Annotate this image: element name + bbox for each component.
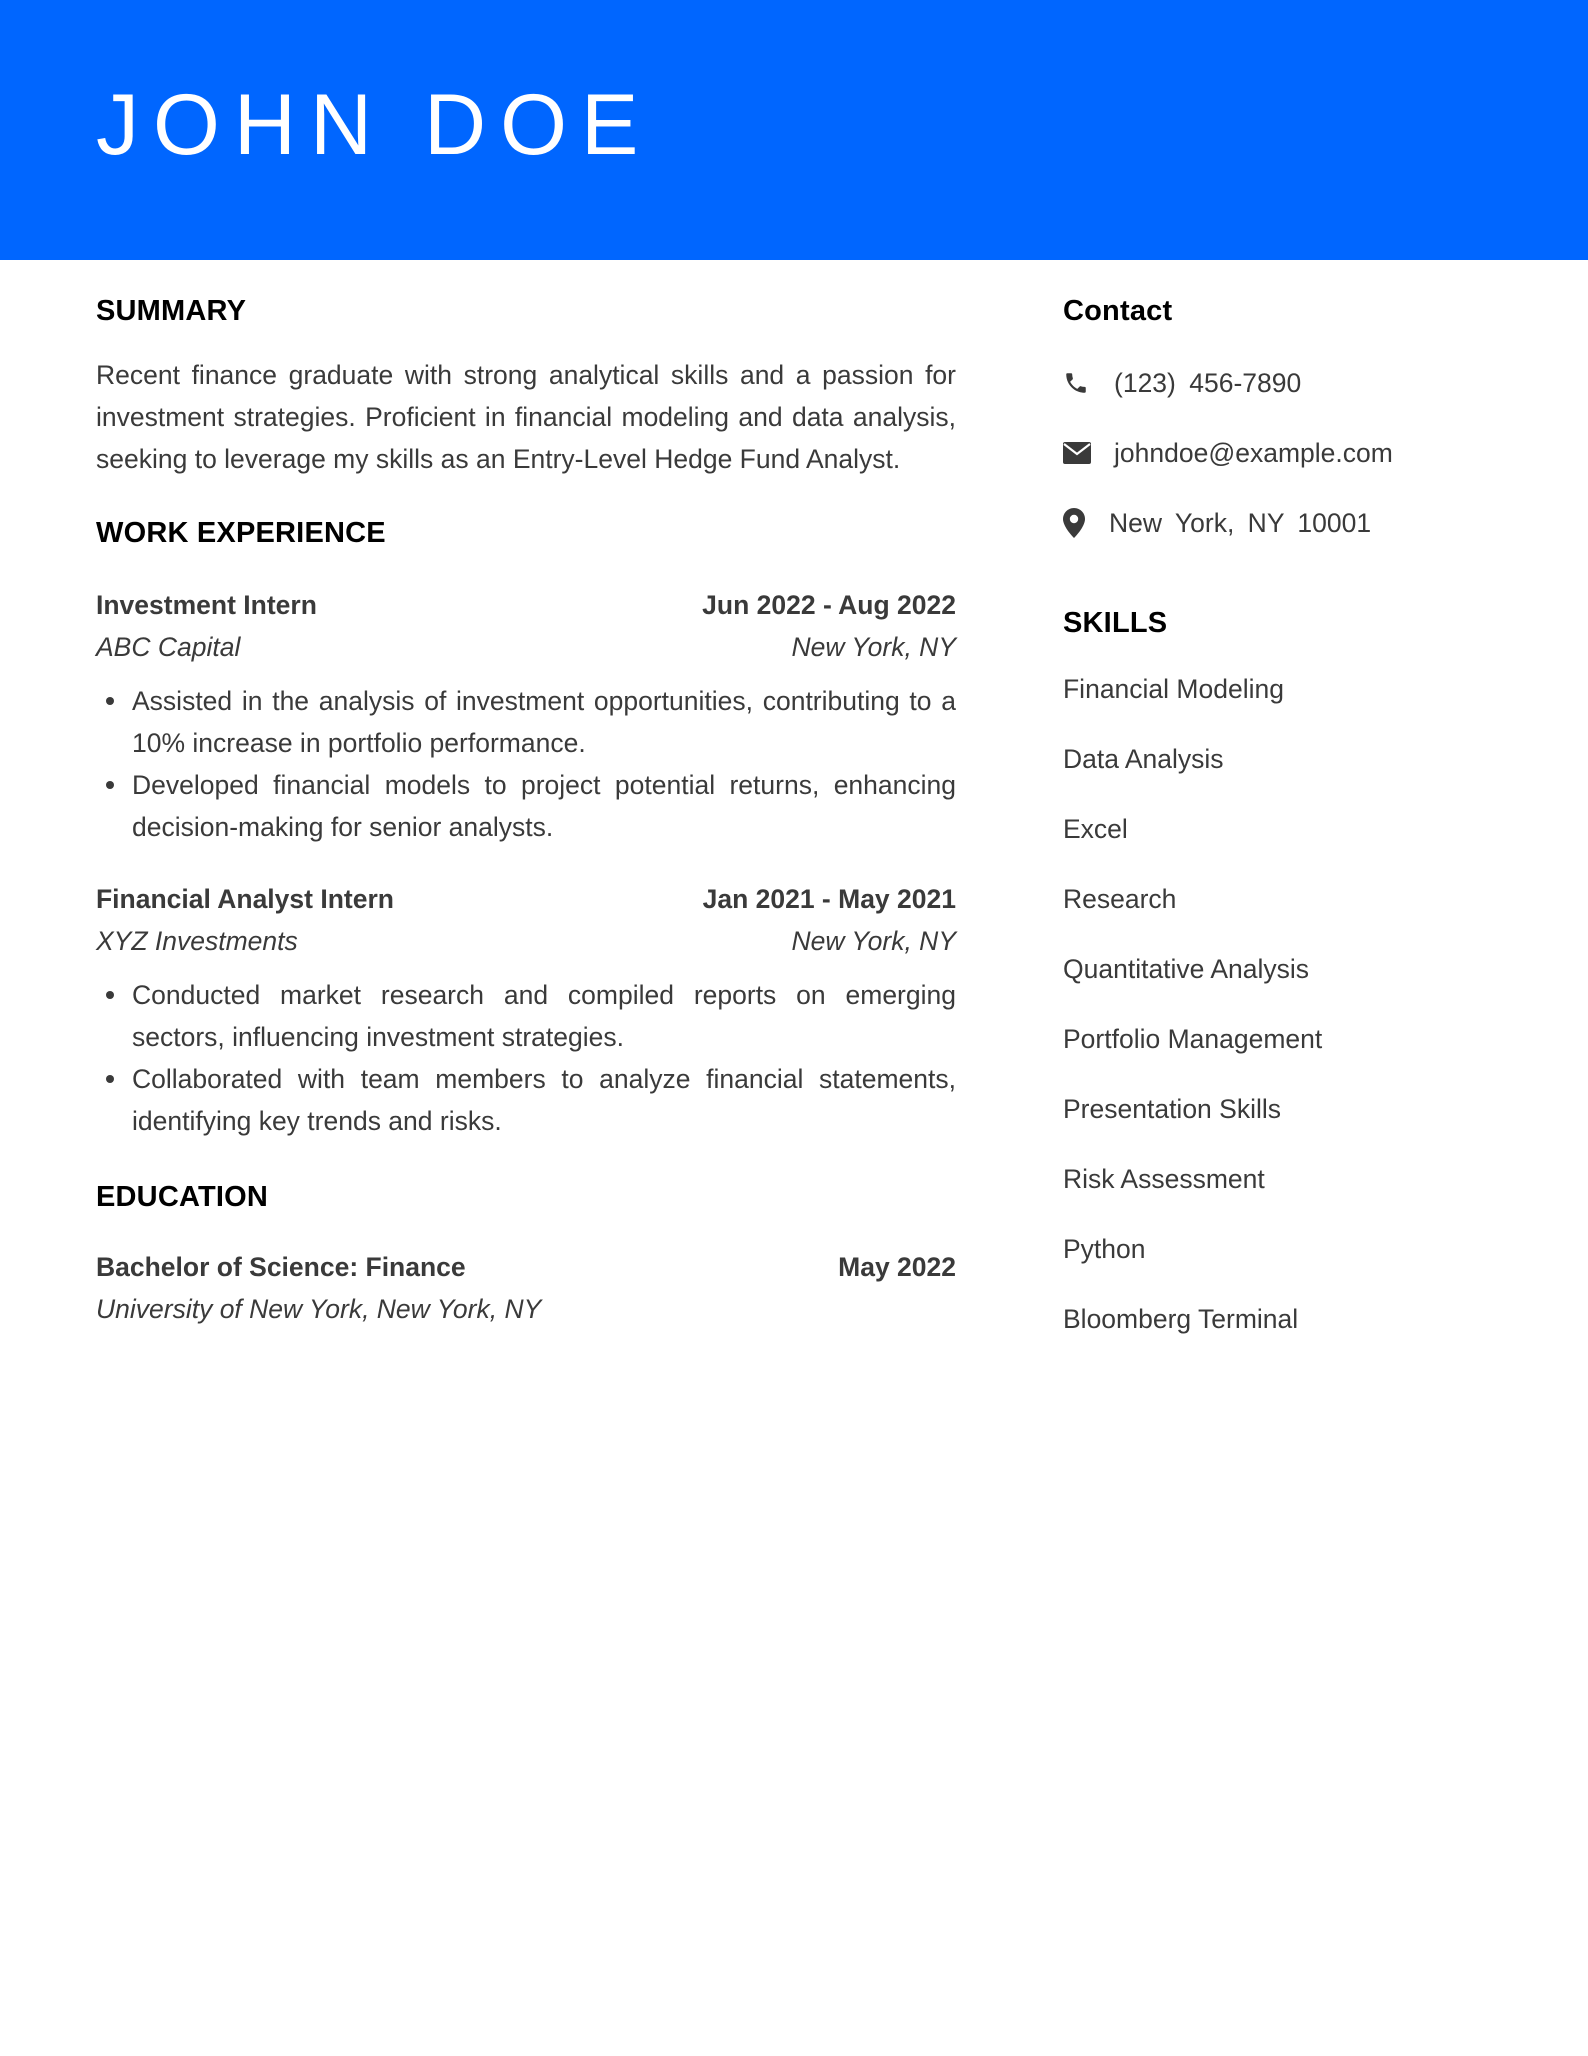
job-location: New York, NY — [791, 632, 956, 662]
skill-item: Data Analysis — [1063, 744, 1224, 774]
job-bullet-list — [96, 974, 956, 1142]
contact-location-text: New York, NY 10001 — [1109, 507, 1372, 538]
skill-item: Quantitative Analysis — [1063, 954, 1309, 984]
envelope-icon — [1063, 438, 1093, 468]
contact-email — [1063, 432, 1503, 474]
contact-phone-text: (123) 456-7890 — [1114, 367, 1302, 398]
skills-heading: SKILLS — [1063, 607, 1168, 639]
education-degree: Bachelor of Science: Finance — [96, 1252, 466, 1282]
job-location: New York, NY — [791, 926, 956, 956]
sidebar-column — [1063, 290, 1503, 1368]
skill-item: Bloomberg Terminal — [1063, 1304, 1299, 1334]
phone-icon — [1063, 368, 1093, 398]
skill-item: Portfolio Management — [1063, 1024, 1323, 1054]
job-bullet: Developed financial models to project potential returns, enhancing decision-making for senior analysts. — [132, 764, 956, 848]
job-role: Investment Intern — [96, 590, 317, 620]
contact-location — [1063, 502, 1503, 544]
skill-item: Financial Modeling — [1063, 674, 1284, 704]
job-dates: Jun 2022 - Aug 2022 — [702, 590, 956, 620]
education-heading: EDUCATION — [96, 1181, 269, 1213]
contact-heading: Contact — [1063, 295, 1173, 327]
job-company: XYZ Investments — [96, 926, 298, 956]
summary-heading: SUMMARY — [96, 295, 247, 327]
skill-item: Python — [1063, 1234, 1146, 1264]
skill-item: Presentation Skills — [1063, 1094, 1281, 1124]
job-bullet: Collaborated with team members to analyze financial statements, identifying key trends and risks. — [132, 1058, 956, 1142]
candidate-name: JOHN DOE — [96, 77, 653, 173]
map-marker-icon — [1063, 508, 1087, 538]
contact-email-text: johndoe@example.com — [1114, 437, 1393, 468]
skills-list — [1063, 668, 1503, 1340]
job-bullet: Assisted in the analysis of investment opportunities, contributing to a 10% increase in portfolio performance. — [132, 680, 956, 764]
job-dates: Jan 2021 - May 2021 — [702, 884, 956, 914]
header-banner — [0, 0, 1588, 260]
education-entry — [96, 1246, 956, 1330]
education-school: University of New York, New York, NY — [96, 1294, 542, 1324]
contact-list — [1063, 362, 1503, 544]
job-entry — [96, 878, 956, 1142]
work-experience-heading: WORK EXPERIENCE — [96, 517, 386, 549]
job-role: Financial Analyst Intern — [96, 884, 394, 914]
summary-text: Recent finance graduate with strong analytical skills and a passion for investment strategies. Proficient in financial modeling and data analysis, seeking to leverage my skills as an Entry-Level Hedge Fund Analyst. — [96, 360, 956, 474]
main-column — [96, 290, 956, 1330]
skill-item: Research — [1063, 884, 1177, 914]
contact-phone — [1063, 362, 1503, 404]
job-bullet-list — [96, 680, 956, 848]
skill-item: Risk Assessment — [1063, 1164, 1265, 1194]
education-date: May 2022 — [838, 1252, 956, 1282]
job-entry — [96, 584, 956, 848]
skill-item: Excel — [1063, 814, 1128, 844]
job-company: ABC Capital — [96, 632, 241, 662]
job-bullet: Conducted market research and compiled reports on emerging sectors, influencing investment strategies. — [132, 974, 956, 1058]
